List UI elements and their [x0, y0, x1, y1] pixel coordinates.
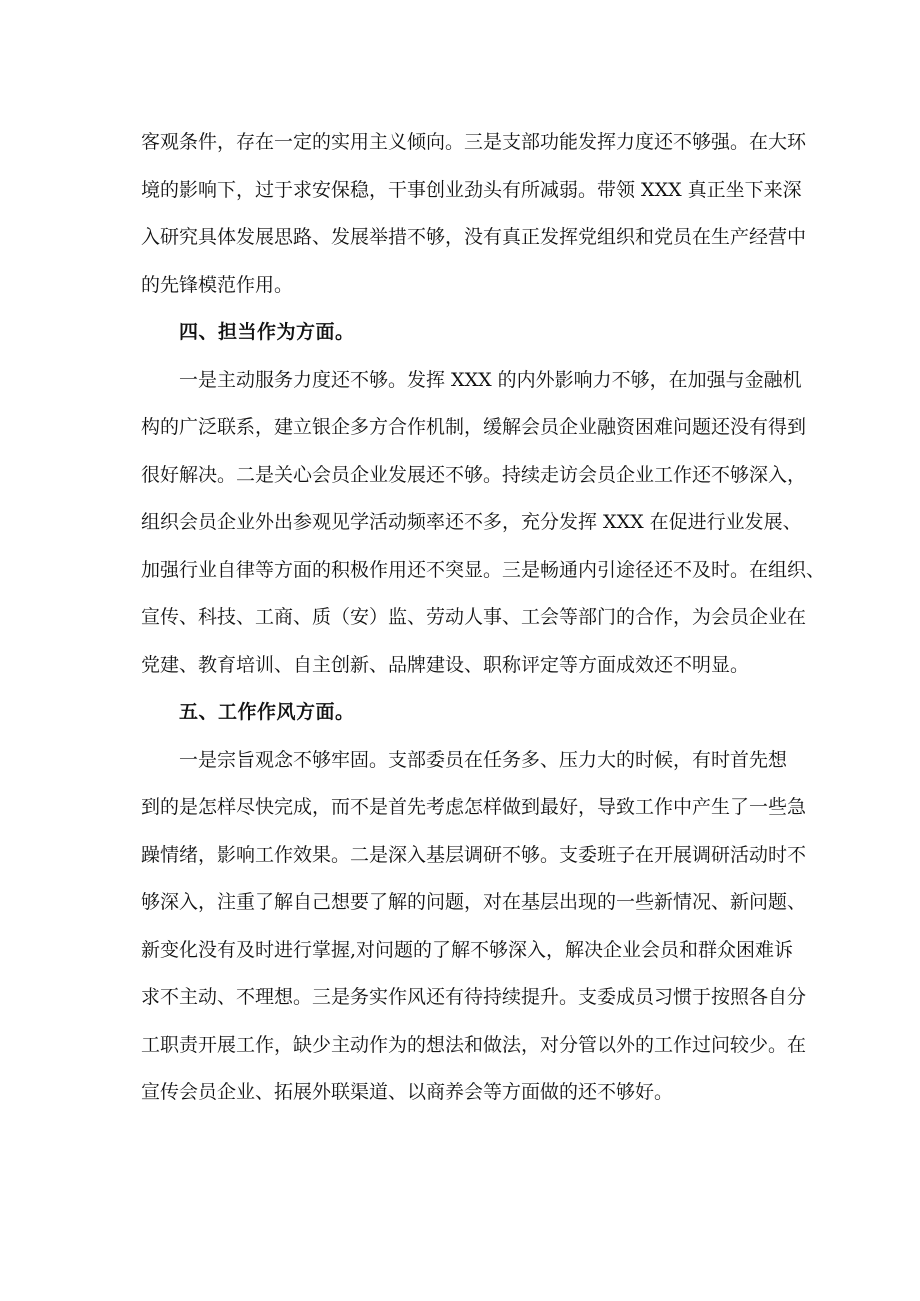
paragraph-line: 很好解决。二是关心会员企业发展还不够。持续走访会员企业工作还不够深入， — [141, 463, 807, 486]
paragraph-line: 求不主动、不理想。三是务实作风还有待持续提升。支委成员习惯于按照各自分 — [141, 986, 807, 1008]
paragraph-line: 到的是怎样尽快完成，而不是首先考虑怎样做到最好，导致工作中产生了一些急 — [141, 796, 807, 818]
paragraph-line: 入研究具体发展思路、发展举措不够，没有真正发挥党组织和党员在生产经营中 — [141, 226, 807, 248]
paragraph-line: 客观条件，存在一定的实用主义倾向。三是支部功能发挥力度还不够强。在大环 — [141, 131, 807, 153]
paragraph-line: 一是主动服务力度还不够。发挥 XXX 的内外影响力不够，在加强与金融机 — [179, 368, 802, 391]
paragraph-line: 境的影响下，过于求安保稳，干事创业劲头有所减弱。带领 XXX 真正坐下来深 — [141, 178, 802, 201]
document-page — [141, 119, 826, 1117]
paragraph-line: 够深入，注重了解自己想要了解的问题，对在基层出现的一些新情况、新问题、 — [141, 891, 807, 913]
paragraph-line: 宣传、科技、工商、质（安）监、劳动人事、工会等部门的合作，为会员企业在 — [141, 606, 807, 628]
paragraph-line: 组织会员企业外出参观见学活动频率还不多，充分发挥 XXX 在促进行业发展、 — [141, 511, 802, 533]
paragraph-line: 新变化没有及时进行掌握,对问题的了解不够深入，解决企业会员和群众困难诉 — [141, 938, 794, 961]
paragraph-line: 加强行业自律等方面的积极作用还不突显。三是畅通内引途径还不及时。在组织、 — [141, 558, 826, 581]
section-heading: 四、担当作为方面。 — [179, 321, 355, 343]
paragraph-line: 宣传会员企业、拓展外联渠道、以商养会等方面做的还不够好。 — [141, 1081, 674, 1103]
paragraph-line: 构的广泛联系，建立银企多方合作机制，缓解会员企业融资困难问题还没有得到 — [141, 416, 807, 438]
paragraph-line: 工职责开展工作，缺少主动作为的想法和做法，对分管以外的工作过问较少。在 — [141, 1033, 807, 1056]
paragraph-line: 党建、教育培训、自主创新、品牌建设、职称评定等方面成效还不明显。 — [141, 653, 750, 676]
section-heading: 五、工作作风方面。 — [179, 701, 355, 723]
paragraph-line: 的先锋模范作用。 — [141, 273, 294, 296]
paragraph-line: 躁情绪，影响工作效果。二是深入基层调研不够。支委班子在开展调研活动时不 — [141, 843, 807, 866]
paragraph-line: 一是宗旨观念不够牢固。支部委员在任务多、压力大的时候，有时首先想 — [179, 748, 788, 771]
